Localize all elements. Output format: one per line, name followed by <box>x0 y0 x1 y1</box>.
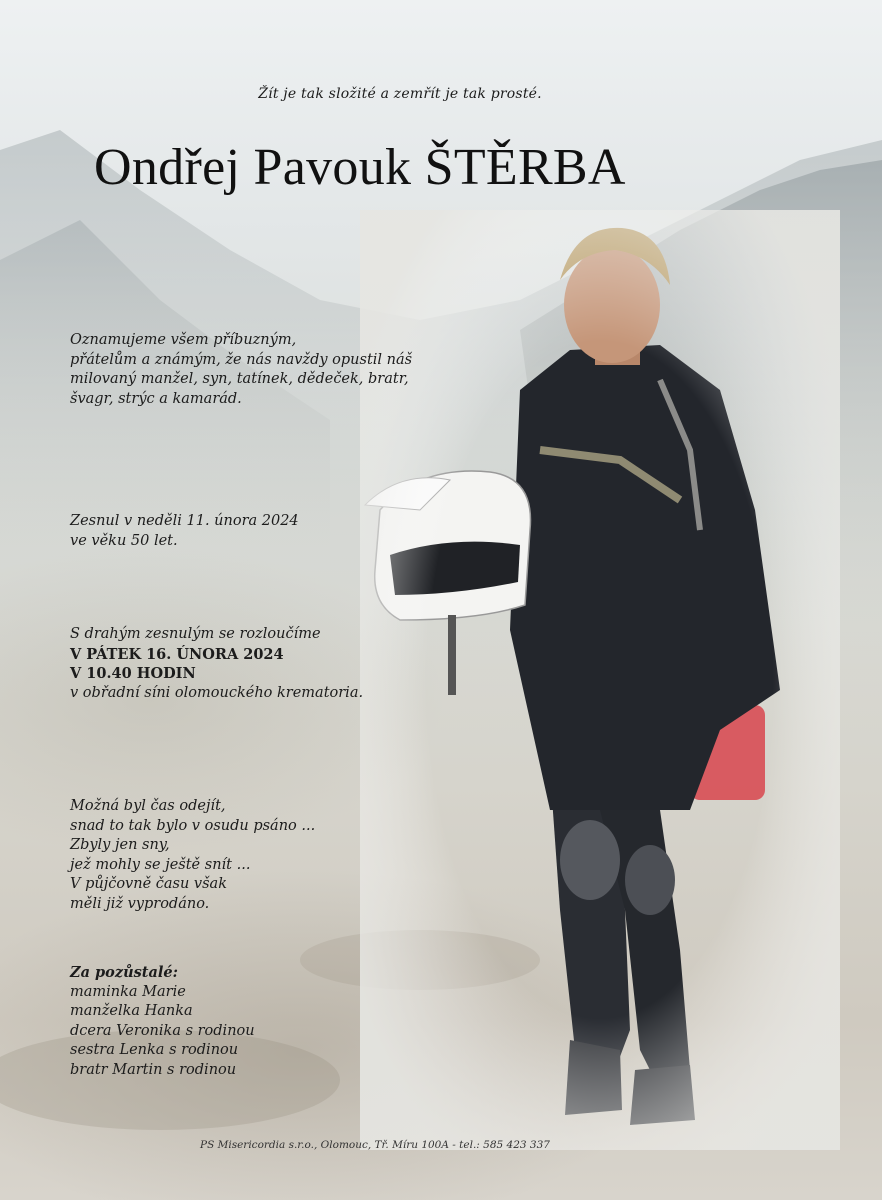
survivors-heading: Za pozůstalé: <box>70 964 178 981</box>
motorcyclist-photo <box>360 210 840 1150</box>
farewell-text <box>70 625 363 703</box>
survivor-name: sestra Lenka s rodinou <box>70 1042 239 1058</box>
survivor-name: bratr Martin s rodinou <box>70 1061 237 1078</box>
poem-line: V půjčovně času však <box>70 876 227 892</box>
survivor-name: maminka Marie <box>70 983 186 1000</box>
announcement-line: přátelům a známým, že nás navždy opustil náš <box>70 351 413 368</box>
farewell-intro: S drahým zesnulým se rozloučíme <box>70 626 321 642</box>
poem-line: snad to tak bylo v osudu psáno ... <box>70 817 316 834</box>
death-line: Zesnul v neděli 11. února 2024 <box>70 513 299 529</box>
poem-line: Zbyly jen sny, <box>70 837 170 853</box>
death-text <box>70 512 299 551</box>
farewell-place: v obřadní síni olomouckého krematoria. <box>70 684 364 701</box>
deceased-name: Ondřej Pavouk ŠTĚRBA <box>94 139 626 196</box>
poem-line: jež mohly se ještě snít ... <box>70 856 251 873</box>
farewell-date: V PÁTEK 16. ÚNORA 2024 <box>70 645 284 663</box>
announcement-line: Oznamujeme všem příbuzným, <box>70 332 297 348</box>
survivor-name: manželka Hanka <box>70 1003 193 1019</box>
poem <box>70 797 315 914</box>
announcement-text <box>70 331 412 409</box>
motto: Žít je tak složité a zemřít je tak prosté. <box>258 86 542 102</box>
announcement-line: milovaný manžel, syn, tatínek, dědeček, bratr, <box>70 371 409 387</box>
announcement-line: švagr, strýc a kamarád. <box>70 390 242 407</box>
footer-contact: PS Misericordia s.r.o., Olomouc, Tř. Míru 100A - tel.: 585 423 337 <box>200 1139 550 1151</box>
survivors <box>70 963 255 1080</box>
poem-line: měli již vyprodáno. <box>70 895 210 912</box>
farewell-time: V 10.40 HODIN <box>70 665 196 682</box>
survivor-name: dcera Veronika s rodinou <box>70 1022 255 1039</box>
poem-line: Možná byl čas odejít, <box>70 798 226 814</box>
death-line: ve věku 50 let. <box>70 532 178 549</box>
